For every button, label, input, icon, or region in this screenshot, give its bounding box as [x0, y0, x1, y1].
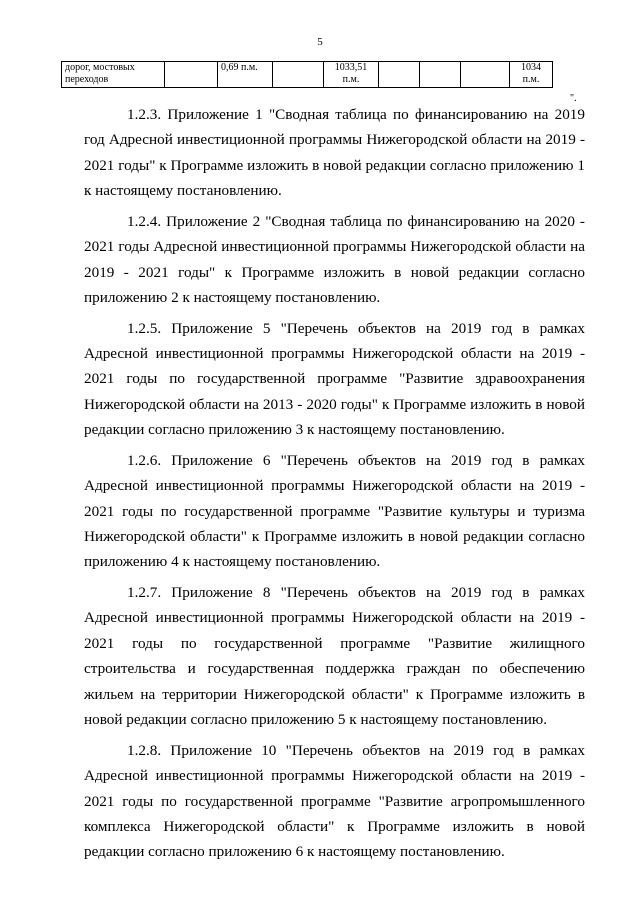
paragraph-1-2-8: 1.2.8. Приложение 10 "Перечень объектов на 2019 год в рамках Адресной инвестиционной программы Нижегородской области на 2019 - 2021 годы по государственной программе "Развитие агропромышленного комплекса Нижегородской области" к Программе изложить в новой редакции согласно приложению 6 к настоящему постановлению. — [84, 741, 585, 861]
document-body — [84, 102, 585, 870]
table-cell — [273, 62, 324, 88]
paragraph-1-2-3: 1.2.3. Приложение 1 "Сводная таблица по финансированию на 2019 год Адресной инвестиционной программы Нижегородской области на 2019 - 2021 годы" к Программе изложить в новой редакции согласно приложению 1 к настоящему постановлению. — [84, 106, 585, 200]
table-cell: дорог, мостовых переходов — [62, 62, 165, 88]
table-cell — [379, 62, 420, 88]
paragraph-1-2-7: 1.2.7. Приложение 8 "Перечень объектов на 2019 год в рамках Адресной инвестиционной программы Нижегородской области на 2019 - 2021 годы по государственной программе "Развитие жилищного строительства и государственная поддержка граждан по обеспечению жильем на территории Нижегородской области" к Программе изложить в новой редакции согласно приложению 5 к настоящему постановлению. — [84, 584, 585, 729]
table-cell: 1033,51 п.м. — [324, 62, 379, 88]
page-number: 5 — [317, 36, 323, 48]
table-cell — [420, 62, 461, 88]
table-row — [62, 62, 553, 88]
table-cell — [461, 62, 510, 88]
table-cell: 1034 п.м. — [510, 62, 553, 88]
table-cell: 0,69 п.м. — [218, 62, 273, 88]
table-cell — [165, 62, 218, 88]
closing-quote: ". — [570, 93, 577, 104]
paragraph-1-2-4: 1.2.4. Приложение 2 "Сводная таблица по финансированию на 2020 - 2021 годы Адресной инвестиционной программы Нижегородской области на 2019 - 2021 годы" к Программе изложить в новой редакции согласно приложению 2 к настоящему постановлению. — [84, 212, 585, 307]
paragraph-1-2-5: 1.2.5. Приложение 5 "Перечень объектов на 2019 год в рамках Адресной инвестиционной программы Нижегородской области на 2019 - 2021 годы по государственной программе "Развитие здравоохранения Нижегородской области на 2013 - 2020 годы" к Программе изложить в новой редакции согласно приложению 3 к настоящему постановлению. — [84, 319, 585, 439]
table-fragment — [61, 61, 553, 88]
paragraph-1-2-6: 1.2.6. Приложение 6 "Перечень объектов на 2019 год в рамках Адресной инвестиционной программы Нижегородской области на 2019 - 2021 годы по государственной программе "Развитие культуры и туризма Нижегородской области" к Программе изложить в новой редакции согласно приложению 4 к настоящему постановлению. — [84, 451, 585, 571]
